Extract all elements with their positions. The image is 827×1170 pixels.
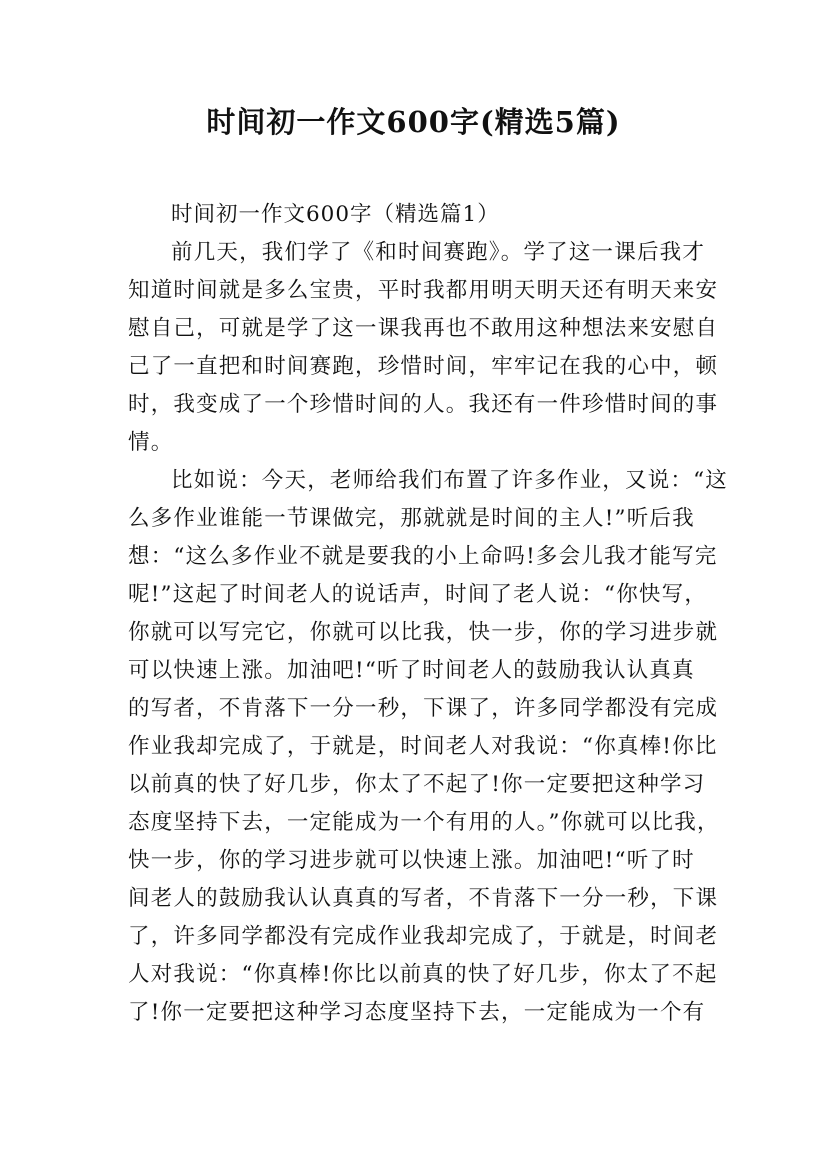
paragraph-line: 比如说：今天，老师给我们布置了许多作业，又说：“这 <box>171 468 728 493</box>
paragraph-line: 快一步，你的学习进步就可以快速上涨。加油吧!“听了时 <box>128 848 695 873</box>
paragraph-line: 态度坚持下去，一定能成为一个有用的人。”你就可以比我， <box>128 810 720 835</box>
paragraph-line: 了，许多同学都没有完成作业我却完成了，于就是，时间老 <box>128 924 719 949</box>
paragraph-line: 么多作业谁能一节课做完，那就就是时间的主人!”听后我 <box>128 506 695 531</box>
paragraph-line: 时，我变成了一个珍惜时间的人。我还有一件珍惜时间的事 <box>128 392 719 417</box>
paragraph <box>128 234 719 462</box>
paragraph-line: 呢!”这起了时间老人的说话声，时间了老人说：“你快写， <box>128 582 708 607</box>
paragraph-line: 前几天，我们学了《和时间赛跑》。学了这一课后我才 <box>171 240 706 265</box>
paragraph-line: 己了一直把和时间赛跑，珍惜时间，牢牢记在我的心中，顿 <box>128 354 719 379</box>
paragraph-line: 想：“这么多作业不就是要我的小上命吗!多会儿我才能写完 <box>128 544 718 569</box>
paragraph-line: 知道时间就是多么宝贵，平时我都用明天明天还有明天来安 <box>128 278 719 303</box>
paragraph-line: 情。 <box>128 430 174 455</box>
paragraph-list <box>128 234 728 1032</box>
paragraph-line: 以前真的快了好几步，你太了不起了!你一定要把这种学习 <box>128 772 706 797</box>
paragraph <box>128 462 728 1032</box>
paragraph-line: 了!你一定要把这种学习态度坚持下去，一定能成为一个有 <box>128 1000 706 1025</box>
section-heading: 时间初一作文600字（精选篇1） <box>171 202 500 227</box>
document-title: 时间初一作文600字(精选5篇) <box>206 105 621 139</box>
paragraph-line: 人对我说：“你真棒!你比以前真的快了好几步，你太了不起 <box>128 962 718 987</box>
paragraph-line: 慰自己，可就是学了这一课我再也不敢用这种想法来安慰自 <box>128 316 719 341</box>
paragraph-line: 你就可以写完它，你就可以比我，快一步，你的学习进步就 <box>128 620 719 645</box>
paragraph-line: 间老人的鼓励我认认真真的写者，不肯落下一分一秒，下课 <box>128 886 719 911</box>
paragraph-line: 作业我却完成了，于就是，时间老人对我说：“你真棒!你比 <box>128 734 718 759</box>
document-body <box>128 196 728 1032</box>
paragraph-line: 的写者，不肯落下一分一秒，下课了，许多同学都没有完成 <box>128 696 719 721</box>
paragraph-line: 可以快速上涨。加油吧!“听了时间老人的鼓励我认认真真 <box>128 658 695 683</box>
